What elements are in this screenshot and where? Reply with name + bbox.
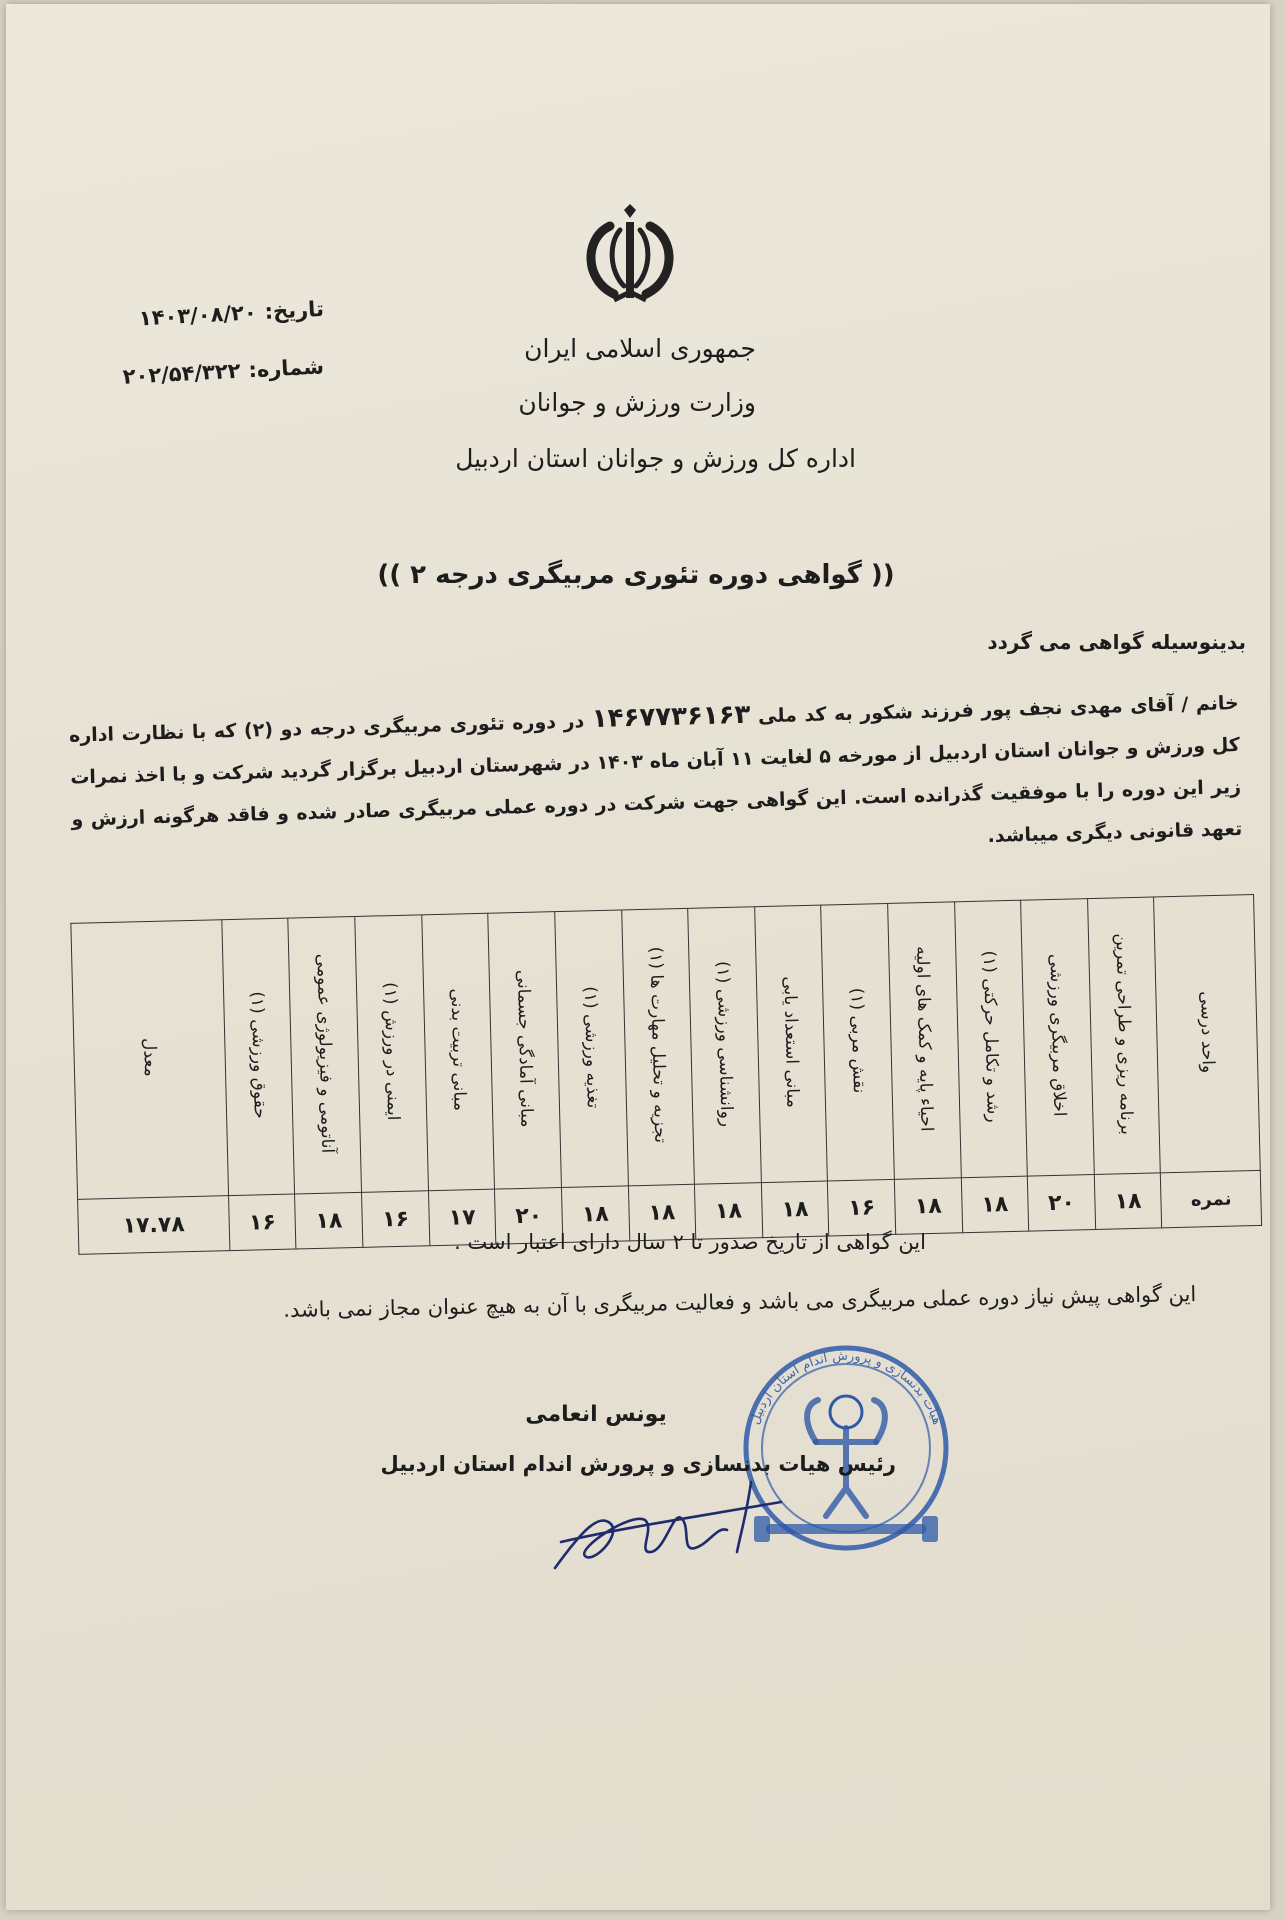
svg-text:هیات بدنسازی و پرورش اندام است: هیات بدنسازی و پرورش اندام استان اردبیل — [747, 1348, 945, 1427]
grade-cell: ۱۸ — [961, 1176, 1029, 1232]
document-number — [106, 354, 325, 389]
subject-name: روانشناسی ورزشی (۱) — [712, 960, 737, 1127]
handwritten-signature-icon — [541, 1472, 801, 1582]
grade-cell: ۱۸ — [761, 1181, 829, 1237]
certificate-intro: بدینوسیله گواهی می گردد — [987, 630, 1246, 654]
grade-cell: ۱۸ — [1094, 1173, 1162, 1229]
subject-cell — [621, 908, 694, 1186]
grade-row-label: نمره — [1161, 1171, 1262, 1228]
subject-name: احیاء پایه و کمک های اولیه — [911, 945, 937, 1132]
grade-cell: ۱۸ — [695, 1183, 763, 1239]
signer-title: رئیس هیات بدنسازی و پرورش اندام استان اردبیل — [380, 1452, 896, 1476]
subject-cell — [754, 905, 827, 1183]
subject-name: آناتومی و فیزیولوژی عمومی — [312, 953, 338, 1154]
document-date — [124, 297, 325, 331]
grade-cell: ۱۸ — [295, 1193, 363, 1249]
subject-cell — [1087, 897, 1160, 1175]
subject-cell — [355, 915, 428, 1193]
subject-name: ایمنی در ورزش (۱) — [379, 982, 404, 1122]
subject-name: معدل — [139, 1038, 161, 1078]
certificate-title: (( گواهی دوره تئوری مربیگری درجه ۲ )) — [377, 560, 895, 590]
subject-name: تجزیه و تحلیل مهارت ها (۱) — [645, 946, 671, 1144]
subject-cell — [954, 900, 1027, 1178]
subject-cell — [555, 910, 628, 1188]
grade-cell: ۱۸ — [561, 1186, 629, 1242]
grade-cell: ۱۷.۷۸ — [78, 1196, 230, 1254]
grade-cell: ۱۸ — [894, 1178, 962, 1234]
subject-name: برنامه ریزی و طراحی تمرین — [1111, 932, 1137, 1135]
national-code: ۱۴۶۷۷۳۶۱۶۳ — [591, 699, 751, 735]
grades-table — [70, 894, 1262, 1255]
grade-cell: ۱۸ — [628, 1184, 696, 1240]
grade-cell: ۲۰ — [1028, 1175, 1096, 1231]
subject-name: اخلاق مربیگری ورزشی — [1045, 953, 1070, 1118]
prerequisite-note: این گواهی پیش نیاز دوره عملی مربیگری می باشد و فعالیت مربیگری با آن به هیچ عنوان مجاز نمی باشد. — [283, 1282, 1197, 1322]
subject-cell — [288, 916, 361, 1194]
subject-cell — [71, 920, 229, 1200]
grade-cell: ۱۶ — [828, 1180, 896, 1236]
number-label: شماره: — [247, 354, 325, 383]
subject-name: مبانی آمادگی جسمانی — [512, 969, 537, 1128]
certificate-body — [68, 680, 1242, 883]
subject-name: مبانی استعداد یابی — [779, 975, 803, 1108]
grade-cell: ۱۷ — [428, 1189, 496, 1245]
grade-cell: ۱۶ — [228, 1194, 296, 1250]
subjects-row — [71, 895, 1260, 1200]
subject-cell — [821, 903, 894, 1181]
header-ministry: وزارت ورزش و جوانان — [518, 388, 756, 417]
grade-cell: ۱۶ — [362, 1191, 430, 1247]
validity-note: این گواهی از تاریخ صدور تا ۲ سال دارای اعتبار است . — [454, 1230, 926, 1254]
date-label: تاریخ: — [264, 296, 325, 324]
subject-cell — [888, 902, 961, 1180]
subject-name: نقش مربی (۱) — [846, 987, 869, 1094]
certificate-page — [6, 4, 1270, 1910]
header-department: اداره کل ورزش و جوانان استان اردبیل — [455, 444, 856, 473]
subject-cell — [1021, 899, 1094, 1177]
number-value: ۲۰۲/۵۴/۳۲۲ — [122, 358, 242, 389]
grade-cell: ۲۰ — [495, 1188, 563, 1244]
subject-name: تغذیه ورزشی (۱) — [579, 985, 603, 1109]
signer-name: یونس انعامی — [525, 1402, 667, 1427]
subject-name: مبانی تربیت بدنی — [446, 988, 470, 1112]
header-country: جمهوری اسلامی ایران — [524, 334, 756, 363]
subject-row-label: واحد درسی — [1196, 990, 1219, 1073]
subject-cell — [421, 913, 494, 1191]
subject-name: رشد و تکامل حرکتی (۱) — [978, 950, 1003, 1124]
date-value: ۱۴۰۳/۰۸/۲۰ — [138, 300, 258, 331]
subject-row-label-cell — [1154, 895, 1260, 1174]
subject-cell — [222, 918, 295, 1196]
iran-emblem-icon — [574, 202, 686, 306]
subject-name: حقوق ورزشی (۱) — [246, 991, 270, 1119]
body-part-2: در دوره تئوری مربیگری درجه دو (۲) که با نظارت اداره کل ورزش و جوانان استان اردبیل از مورخه ۵ لغایت ۱۱ آبان ماه ۱۴۰۳ در شهرستان اردبیل برگزار گردید شرکت و با اخذ نمرات زیر این دوره را با موفقیت گذرانده است. این گواهی جهت شرکت در دوره عملی مربیگری صادر شده و فاقد هرگونه ارزش و تعهد قانونی دیگری میباشد. — [68, 710, 1243, 848]
body-part-1: خانم / آقای مهدی نجف پور فرزند شکور به کد ملی — [750, 691, 1239, 728]
subject-cell — [688, 907, 761, 1185]
subject-cell — [488, 912, 561, 1190]
